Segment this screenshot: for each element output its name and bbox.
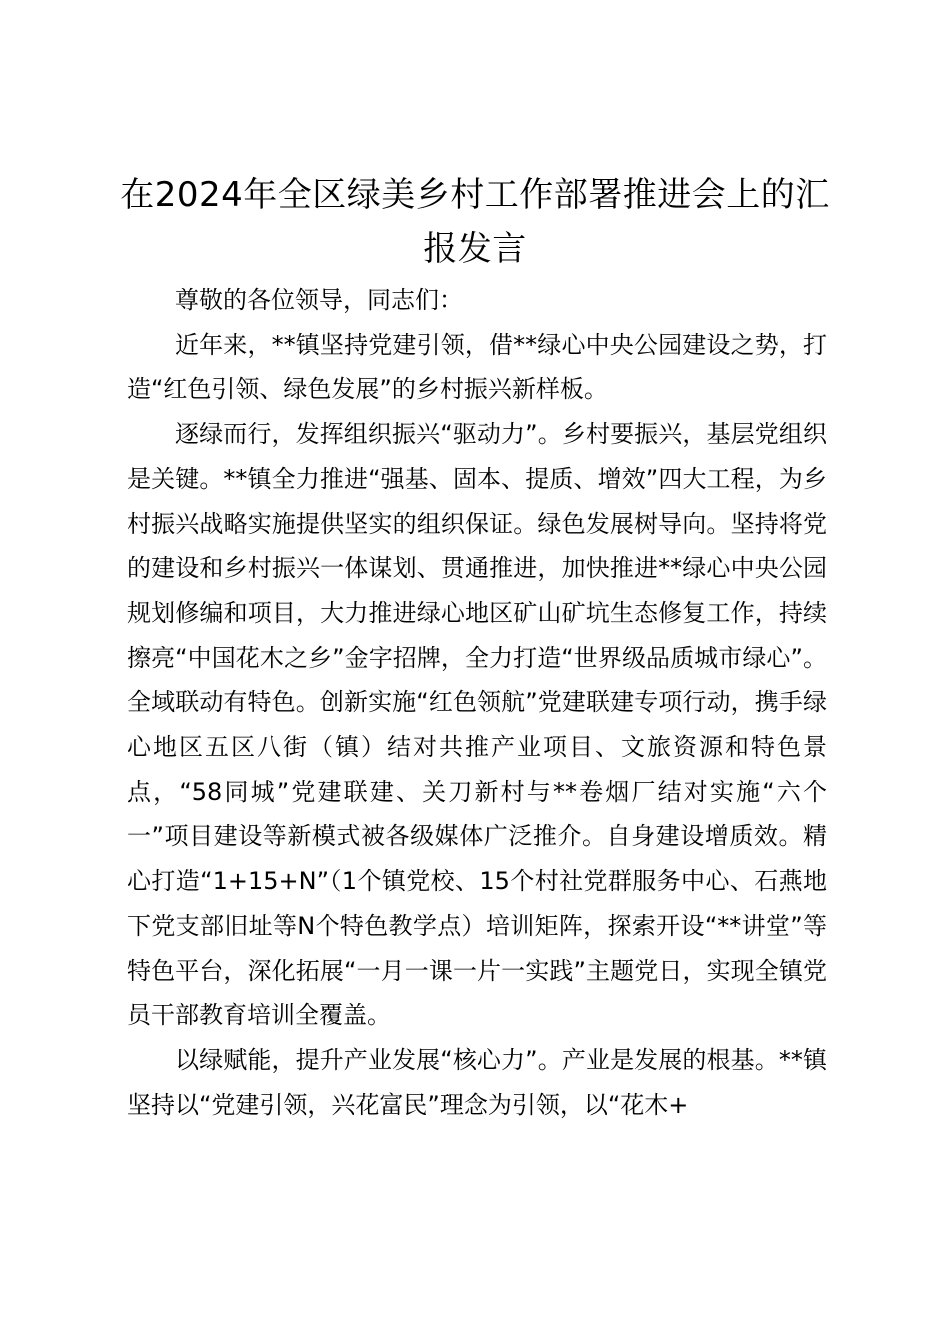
document-body <box>127 278 827 1127</box>
document-title: 在2024年全区绿美乡村工作部署推进会上的汇报发言 <box>120 175 830 269</box>
body-paragraph: 以绿赋能，提升产业发展“核心力”。产业是发展的根基。**镇坚持以“党建引领，兴花富民”理念为引领，以“花木+ <box>127 1045 827 1119</box>
salutation-paragraph: 尊敬的各位领导，同志们： <box>175 286 463 314</box>
body-paragraph: 逐绿而行，发挥组织振兴“驱动力”。乡村要振兴，基层党组织是关键。**镇全力推进“强基、固本、提质、增效”四大工程，为乡村振兴战略实施提供坚实的组织保证。绿色发展树导向。坚持将党的建设和乡村振兴一体谋划、贯通推进，加快推进**绿心中央公园规划修编和项目，大力推进绿心地区矿山矿坑生态修复工作，持续擦亮“中国花木之乡”金字招牌，全力打造“世界级品质城市绿心”。全域联动有特色。创新实施“红色领航”党建联建专项行动，携手绿心地区五区八街（镇）结对共推产业项目、文旅资源和特色景点，“58同城”党建联建、关刀新村与**卷烟厂结对实施“六个一”项目建设等新模式被各级媒体广泛推介。自身建设增质效。精心打造“1+15+N”（1个镇党校、15个村社党群服务中心、石燕地下党支部旧址等N个特色教学点）培训矩阵，探索开设“**讲堂”等特色平台，深化拓展“一月一课一片一实践”主题党日，实现全镇党员干部教育培训全覆盖。 <box>127 420 827 1030</box>
intro-paragraph: 近年来，**镇坚持党建引领，借**绿心中央公园建设之势，打造“红色引领、绿色发展”的乡村振兴新样板。 <box>127 330 827 404</box>
